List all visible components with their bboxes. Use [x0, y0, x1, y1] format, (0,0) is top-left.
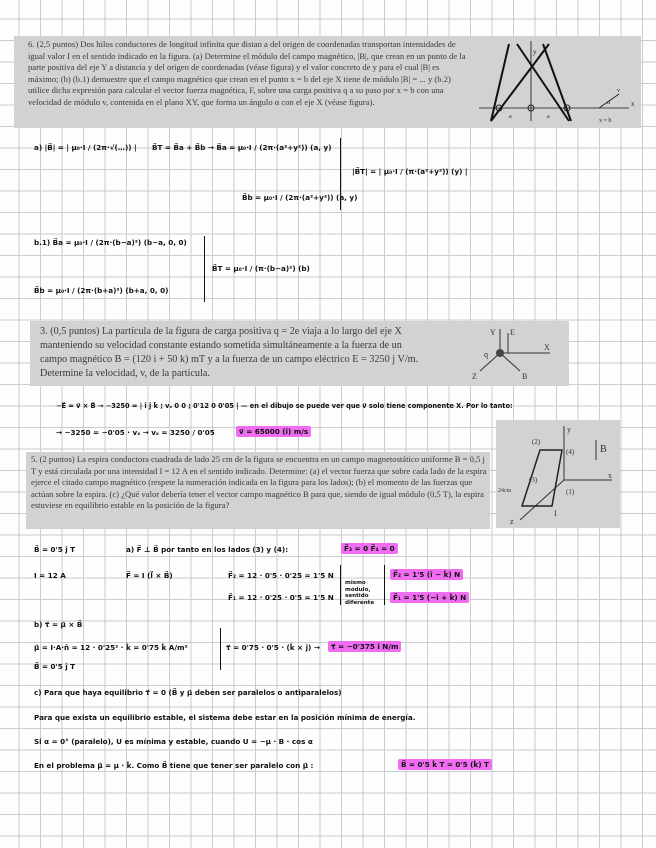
svg-text:x: x [608, 471, 612, 480]
svg-text:X: X [544, 343, 550, 352]
q3-answer-1: −E⃗ = v⃗ × B⃗ → −3250 = | î ĵ k̂ ; vₓ 0 0 ; 0'12 0 0'05 | — en el dibujo se puede ver que v⃗ solo tiene componente X. Por lo tanto: [56, 402, 513, 410]
q5-f2-result: F⃗₂ = 1'5 (î − k̂) N [390, 569, 463, 580]
svg-text:B: B [522, 372, 528, 381]
q5-b2: μ⃗ = I·A·n̂ = 12 · 0'25² · k̂ = 0'75 k̂ A/m² [34, 643, 188, 652]
q5-a1: a) F⃗ ⊥ B⃗ por tanto en los lados (3) y (4): [126, 545, 289, 554]
svg-text:Z: Z [472, 372, 477, 381]
q6-answer-b1b: B⃗b = μ₀·I / (2π·(b+a)²) (b+a, 0, 0) [34, 286, 169, 295]
svg-text:24cm: 24cm [498, 488, 512, 494]
svg-text:z: z [510, 517, 514, 526]
brace [204, 236, 205, 302]
q5-a2: F⃗ = I (l⃗ × B⃗) [126, 571, 173, 580]
q6-answer-b1a: b.1) B⃗a = μ₀·I / (2π·(b−a)²) (b−a, 0, 0) [34, 238, 187, 247]
svg-text:I: I [554, 509, 557, 518]
svg-text:(2): (2) [532, 438, 541, 446]
brace [220, 628, 221, 670]
problem-6-text: 6. (2,5 puntos) Dos hilos conductores de longitud infinita que distan a del origen de coordenadas transportan intensidades de igual valor I en el sentido indicado en la figura. (a) Determine el módulo del campo magnético, |B|, que crean en un punto de la parte positiva del eje Y a distancia y del origen de coordenadas (véase figura) y el valor concreto de y para el cual |B| es máximo; (b) (b.1) demuestre que el campo magnético que crean en el punto x = b del eje X tiene de módulo |B| = ... y (b.2) utilice dicha expresión para calcular el vector fuerza magnética, F, sobre una carga positiva q a su paso por x = b con una velocidad de módulo v, contenida en el plano XY, que forma un ángulo α con el eje X (véase figura). [28, 39, 466, 107]
problem-6-box [14, 36, 641, 128]
q5-c3: Si α = 0° (paralelo), U es mínima y estable, cuando U = −μ · B · cos α [34, 737, 313, 746]
square-loop-figure [496, 420, 620, 528]
problem-5-box [26, 452, 490, 529]
q3-answer-2: → −3250 = −0'05 · vₓ → vₓ = 3250 / 0'05 [56, 428, 215, 437]
loop-figure-box [496, 420, 620, 528]
q5-c4: En el problema μ⃗ = μ · k̂. Como B⃗ tiene que tener ser paralelo con μ⃗ : [34, 761, 314, 770]
fig6-y-label: y [533, 48, 537, 56]
svg-text:(1): (1) [566, 488, 575, 496]
q5-f1-result: F⃗₁ = 1'5 (−î + k̂) N [390, 592, 469, 603]
brace [384, 565, 385, 605]
q6-answer-a: a) |B⃗| = | μ₀·I / (2π·√(…)) | [34, 143, 137, 152]
q5-a1-result: F⃗₃ = 0 F⃗₄ = 0 [341, 543, 398, 554]
svg-text:y: y [567, 425, 571, 434]
svg-text:q: q [484, 350, 488, 359]
q5-given-I: I = 12 A [34, 571, 66, 580]
problem-3-box [30, 321, 569, 386]
q6-answer-b1t: B⃗T = μ₀·I / (π·(b−a)²) (b) [212, 264, 310, 273]
q5-note: mismo módulo, sentido diferente [345, 580, 375, 606]
svg-text:Y: Y [490, 328, 496, 337]
svg-text:x = b: x = b [599, 118, 612, 124]
q5-b4: B⃗ = 0'5 ĵ T [34, 662, 76, 671]
q5-given-B: B⃗ = 0'5 ĵ T [34, 545, 76, 554]
q5-b3: τ⃗ = 0'75 · 0'5 · (k̂ × ĵ) → [226, 643, 320, 652]
q6-answer-bt: B⃗T = B⃗a + B⃗b → B⃗a = μ₀·I / (2π·(a²+y²)) (a, y) [152, 143, 332, 152]
brace [340, 565, 341, 605]
svg-text:x: x [631, 100, 635, 108]
two-wires-figure [469, 36, 639, 128]
q5-f2: F⃗₂ = 12 · 0'5 · 0'25 = 1'5 N [228, 571, 334, 580]
particle-figure [440, 323, 560, 385]
q5-c2: Para que exista un equilibrio estable, el sistema debe estar en la posición mínima de energía. [34, 713, 416, 722]
q5-c-result: B⃗ = 0'5 k̂ T = 0'5 (k̂) T [398, 759, 492, 770]
svg-text:a: a [509, 114, 512, 120]
svg-text:(4): (4) [566, 448, 575, 456]
q5-f1: F⃗₁ = 12 · 0'25 · 0'5 = 1'5 N [228, 593, 334, 602]
problem-3-text: 3. (0,5 puntos) La partícula de la figura de carga positiva q = 2e viaja a lo largo del eje X manteniendo su velocidad constante estando sometida simultáneamente a la fuerza de un campo magnético B = (120 i + 50 k) mT y a la fuerza de un campo eléctrico E = 3250 j V/m. Determine la velocidad, v, de la partícula. [40, 326, 419, 379]
svg-text:(3): (3) [529, 476, 538, 484]
q6-answer-bb: B⃗b = μ₀·I / (2π·(a²+y²)) (a, y) [242, 193, 358, 202]
q3-answer-result: v⃗ = 65000 (î) m/s [236, 426, 311, 437]
svg-text:α: α [607, 100, 611, 106]
q5-b1: b) τ⃗ = μ⃗ × B⃗ [34, 620, 83, 629]
svg-text:v: v [617, 88, 620, 94]
q5-c1: c) Para que haya equilibrio τ⃗ = 0 (B⃗ y μ⃗ deben ser paralelos o antiparalelos) [34, 688, 342, 697]
svg-text:a: a [547, 114, 550, 120]
svg-text:E: E [510, 328, 515, 337]
q5-b-result: τ⃗ = −0'375 î N/m [328, 641, 401, 652]
svg-text:B: B [600, 444, 607, 455]
problem-5-text: 5. (2 puntos) La espira conductora cuadrada de lado 25 cm de la figura se encuentra en un campo magnetostático uniforme B = 0,5 j T y está circulada por una intensidad I = 12 A en el sentido indicado. Determine: (a) el vector fuerza que sobre cada lado de la espira ejerce el citado campo magnético (respete la numeración indicada en la figura para los lados); (b) el momento de las fuerzas que actúan sobre la espira. (c) ¿Qué valor debería tener el vector campo magnético B para que, siendo de igual módulo (0,5 T), la espira estuviese en equilibrio estable en la posición de la figura? [31, 454, 487, 511]
q6-answer-total: |B⃗T| = | μ₀·I / (π·(a²+y²)) (y) | [352, 167, 468, 176]
